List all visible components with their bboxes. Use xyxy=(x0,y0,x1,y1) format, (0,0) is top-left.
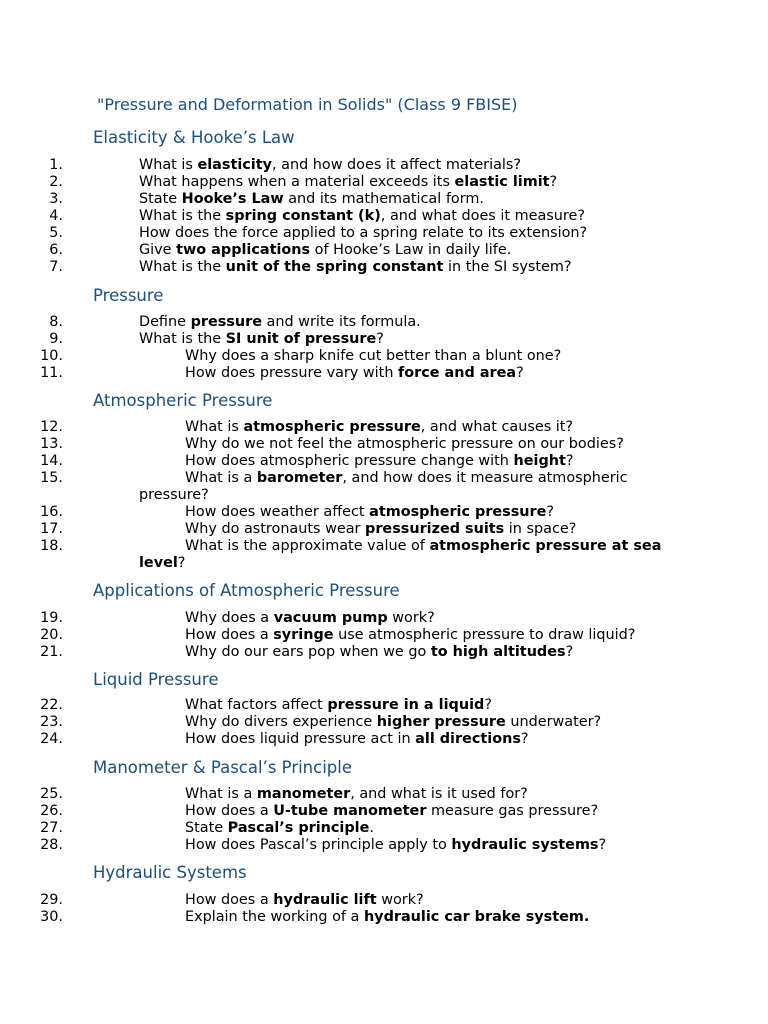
key-term: pressure xyxy=(190,314,262,330)
question-number: 28. xyxy=(40,837,63,853)
question-number: 1. xyxy=(49,157,63,173)
key-term: atmospheric pressure at sea level xyxy=(139,538,662,571)
section-heading: Hydraulic Systems xyxy=(93,863,247,882)
question-text: How does liquid pressure act in all directions? xyxy=(185,731,529,747)
question-number: 14. xyxy=(40,453,63,469)
question-number: 9. xyxy=(49,331,63,347)
question-number: 25. xyxy=(40,786,63,802)
question-number: 8. xyxy=(49,314,63,330)
question-number: 30. xyxy=(40,909,63,925)
question-number: 15. xyxy=(40,470,63,486)
question-number: 3. xyxy=(49,191,63,207)
key-term: atmospheric pressure xyxy=(369,504,547,520)
question-number: 20. xyxy=(40,627,63,643)
document-title: "Pressure and Deformation in Solids" (Class 9 FBISE) xyxy=(97,95,518,114)
question-text: How does the force applied to a spring relate to its extension? xyxy=(139,225,588,241)
question-number: 27. xyxy=(40,820,63,836)
question-text: What is atmospheric pressure, and what causes it? xyxy=(185,419,574,435)
section-heading: Elasticity & Hooke’s Law xyxy=(93,128,295,147)
question-number: 12. xyxy=(40,419,63,435)
key-term: pressure in a liquid xyxy=(327,697,485,713)
question-text: Why does a vacuum pump work? xyxy=(185,610,435,626)
question-text: State Pascal’s principle. xyxy=(185,820,374,836)
key-term: Hooke’s Law xyxy=(181,191,284,207)
key-term: unit of the spring constant xyxy=(225,259,444,275)
question-text: How does Pascal’s principle apply to hydraulic systems? xyxy=(185,837,607,853)
section-heading: Pressure xyxy=(93,286,164,305)
question-text: How does a syringe use atmospheric pressure to draw liquid? xyxy=(185,627,636,643)
key-term: two applications xyxy=(176,242,311,258)
key-term: pressurized suits xyxy=(365,521,505,537)
question-text: What is elasticity, and how does it affect materials? xyxy=(139,157,522,173)
key-term: manometer xyxy=(256,786,351,802)
question-text: How does a hydraulic lift work? xyxy=(185,892,424,908)
key-term: SI unit of pressure xyxy=(225,331,377,347)
question-text: What factors affect pressure in a liquid? xyxy=(185,697,492,713)
section-heading: Atmospheric Pressure xyxy=(93,391,273,410)
key-term: all directions xyxy=(415,731,521,747)
question-text: Explain the working of a hydraulic car brake system. xyxy=(185,909,590,925)
question-number: 5. xyxy=(49,225,63,241)
question-text: How does pressure vary with force and area? xyxy=(185,365,524,381)
question-number: 21. xyxy=(40,644,63,660)
key-term: force and area xyxy=(398,365,517,381)
question-text: What is the unit of the spring constant in the SI system? xyxy=(139,259,572,275)
question-number: 22. xyxy=(40,697,63,713)
section-heading: Liquid Pressure xyxy=(93,670,219,689)
question-text: Why do our ears pop when we go to high altitudes? xyxy=(185,644,574,660)
question-number: 16. xyxy=(40,504,63,520)
question-number: 6. xyxy=(49,242,63,258)
key-term: hydraulic systems xyxy=(451,837,599,853)
key-term: elasticity xyxy=(197,157,272,173)
question-text: Why do we not feel the atmospheric pressure on our bodies? xyxy=(185,436,624,452)
question-number: 19. xyxy=(40,610,63,626)
question-text: How does weather affect atmospheric pressure? xyxy=(185,504,555,520)
question-number: 18. xyxy=(40,538,63,554)
question-text: What is the SI unit of pressure? xyxy=(139,331,384,347)
key-term: higher pressure xyxy=(376,714,506,730)
key-term: Pascal’s principle xyxy=(227,820,370,836)
key-term: hydraulic lift xyxy=(273,892,377,908)
section-heading: Applications of Atmospheric Pressure xyxy=(93,581,400,600)
question-text: How does atmospheric pressure change with height? xyxy=(185,453,574,469)
question-number: 2. xyxy=(49,174,63,190)
question-number: 10. xyxy=(40,348,63,364)
key-term: barometer xyxy=(256,470,343,486)
key-term: syringe xyxy=(273,627,334,643)
key-term: hydraulic car brake system. xyxy=(363,909,590,925)
key-term: vacuum pump xyxy=(273,610,388,626)
question-text: What is a manometer, and what is it used for? xyxy=(185,786,528,802)
question-number: 29. xyxy=(40,892,63,908)
question-text: Why do divers experience higher pressure underwater? xyxy=(185,714,602,730)
key-term: U-tube manometer xyxy=(273,803,427,819)
question-text: What is the approximate value of atmospheric pressure at sea level? xyxy=(139,538,662,571)
question-text: What is a barometer, and how does it measure atmospheric pressure? xyxy=(139,470,628,503)
key-term: elastic limit xyxy=(454,174,550,190)
question-number: 7. xyxy=(49,259,63,275)
question-text: What happens when a material exceeds its elastic limit? xyxy=(139,174,558,190)
question-number: 13. xyxy=(40,436,63,452)
question-number: 23. xyxy=(40,714,63,730)
question-number: 26. xyxy=(40,803,63,819)
question-text: Give two applications of Hooke’s Law in daily life. xyxy=(139,242,512,258)
question-text: Why do astronauts wear pressurized suits in space? xyxy=(185,521,577,537)
question-number: 4. xyxy=(49,208,63,224)
question-text: Define pressure and write its formula. xyxy=(139,314,421,330)
question-number: 11. xyxy=(40,365,63,381)
question-text: What is the spring constant (k), and what does it measure? xyxy=(139,208,585,224)
key-term: spring constant (k) xyxy=(225,208,381,224)
question-number: 24. xyxy=(40,731,63,747)
key-term: to high altitudes xyxy=(430,644,566,660)
question-text: State Hooke’s Law and its mathematical form. xyxy=(139,191,484,207)
section-heading: Manometer & Pascal’s Principle xyxy=(93,758,353,777)
key-term: height xyxy=(513,453,566,469)
key-term: atmospheric pressure xyxy=(243,419,421,435)
question-text: How does a U-tube manometer measure gas pressure? xyxy=(185,803,599,819)
question-text: Why does a sharp knife cut better than a blunt one? xyxy=(185,348,562,364)
question-number: 17. xyxy=(40,521,63,537)
